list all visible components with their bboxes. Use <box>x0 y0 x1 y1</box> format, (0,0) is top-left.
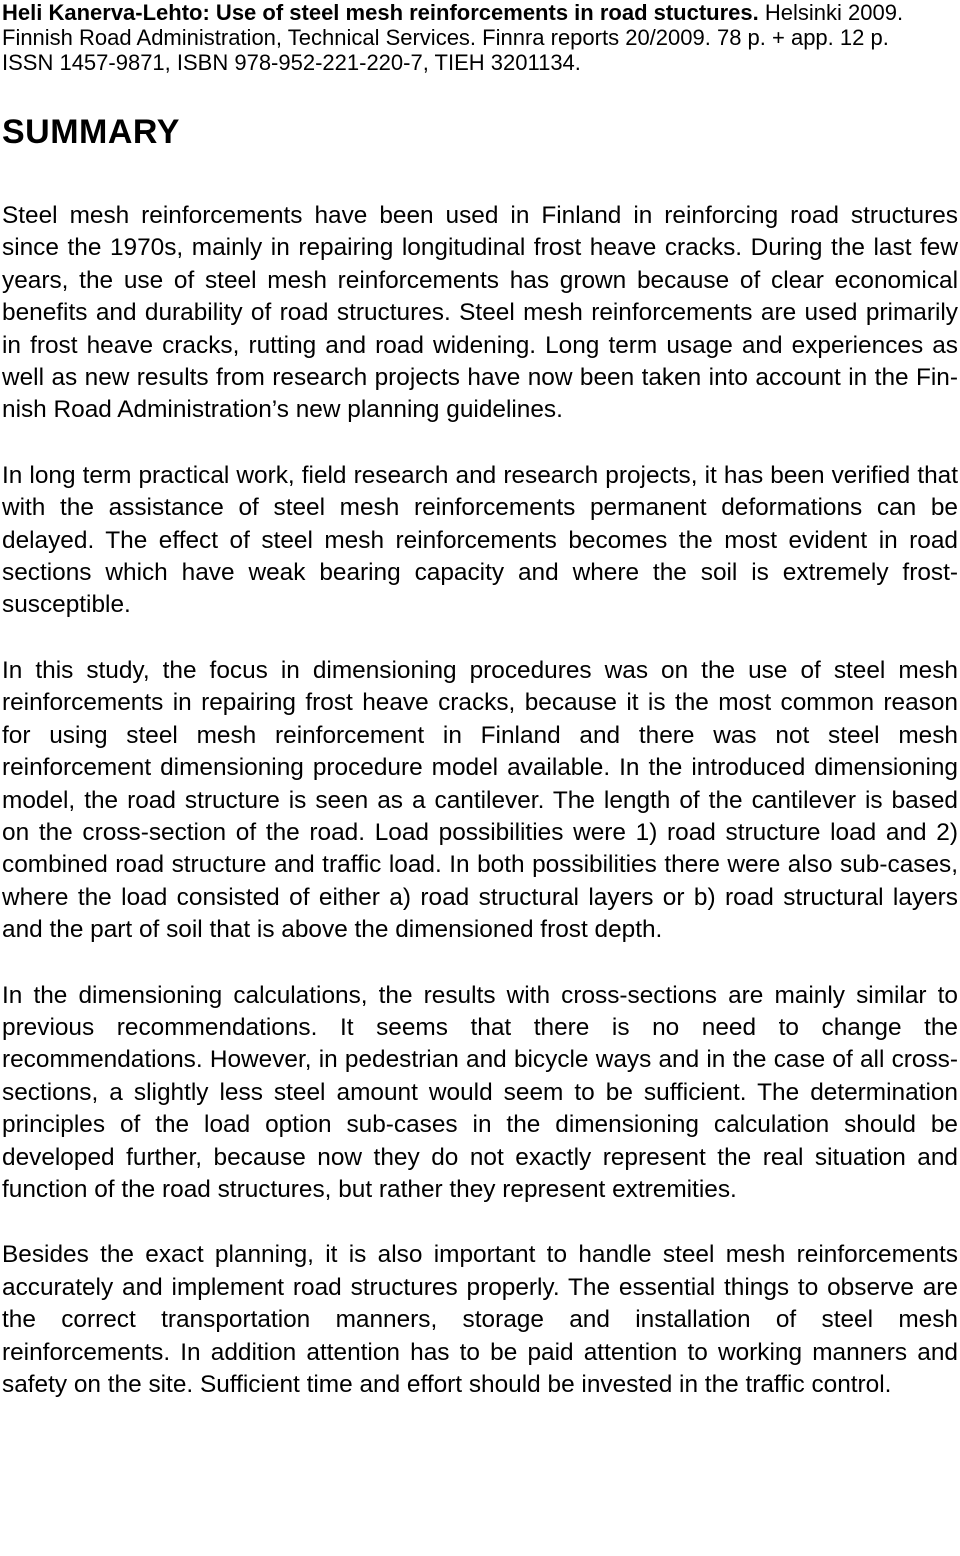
summary-body <box>2 200 958 1401</box>
summary-paragraph: Steel mesh reinforcements have been used in Finland in reinforcing road structures since the 1970s, mainly in repairing longitudinal frost heave cracks. During the last few years, the use of steel mesh reinforcements has grown because of clear economical benefits and durability of road structures. Steel mesh reinforcements are used primarily in frost heave cracks, rutting and road widening. Long term usage and experiences as well as new results from research projects have now been taken into account in the Finnish Road Administration’s new planning guidelines. <box>2 202 958 424</box>
summary-paragraph: Besides the exact planning, it is also important to handle steel mesh reinforcements accurately and implement road structures properly. The essential things to observe are the correct transportation manners, storage and installation of steel mesh reinforcements. In addition attention has to be paid attention to working manners and safety on the site. Sufficient time and effort should be invested in the traffic control. <box>2 1241 958 1398</box>
publisher-info: Helsinki 2009. Finnish Road Administration, Technical Services. Finnra reports 20/2009. 78 p. + app. 12 p. <box>2 0 904 50</box>
summary-paragraph: In the dimensioning calculations, the results with cross-sections are mainly similar to previous recommendations. It seems that there is no need to change the recommendations. However, in pedestrian and bicycle ways and in the case of all cross-sections, a slightly less steel amount would seem to be sufficient. The determination principles of the load option sub-cases in the dimensioning calculation should be developed further, because now they do not exactly represent the real situation and function of the road structures, but rather they represent extremities. <box>2 981 958 1203</box>
summary-heading: SUMMARY <box>2 113 180 151</box>
summary-paragraph: In long term practical work, field research and research projects, it has been verified that with the assistance of steel mesh reinforcements permanent deformations can be delayed. The effect of steel mesh reinforcements becomes the most evident in road sections which have weak bearing capacity and where the soil is extremely frost-susceptible. <box>2 461 958 619</box>
bibliographic-header <box>2 0 958 75</box>
identifier-line: ISSN 1457-9871, ISBN 978-952-221-220-7, TIEH 3201134. <box>2 50 581 75</box>
author-title: Heli Kanerva-Lehto: Use of steel mesh reinforcements in road stuctures. <box>2 0 759 25</box>
summary-paragraph: In this study, the focus in dimensioning procedures was on the use of steel mesh reinforcements in repairing frost heave cracks, because it is the most common reason for using steel mesh reinforcement in Finland and there was not steel mesh reinforcement dimensioning procedure model available. In the introduced dimensioning model, the road structure is seen as a cantilever. The length of the cantilever is based on the cross-section of the road. Load possibilities were 1) road structure load and 2) combined road structure and traffic load. In both possibilities there were also sub-cases, where the load consisted of either a) road structural layers or b) road structural layers and the part of soil that is above the dimensioned frost depth. <box>2 656 958 944</box>
document-page <box>2 0 958 1434</box>
